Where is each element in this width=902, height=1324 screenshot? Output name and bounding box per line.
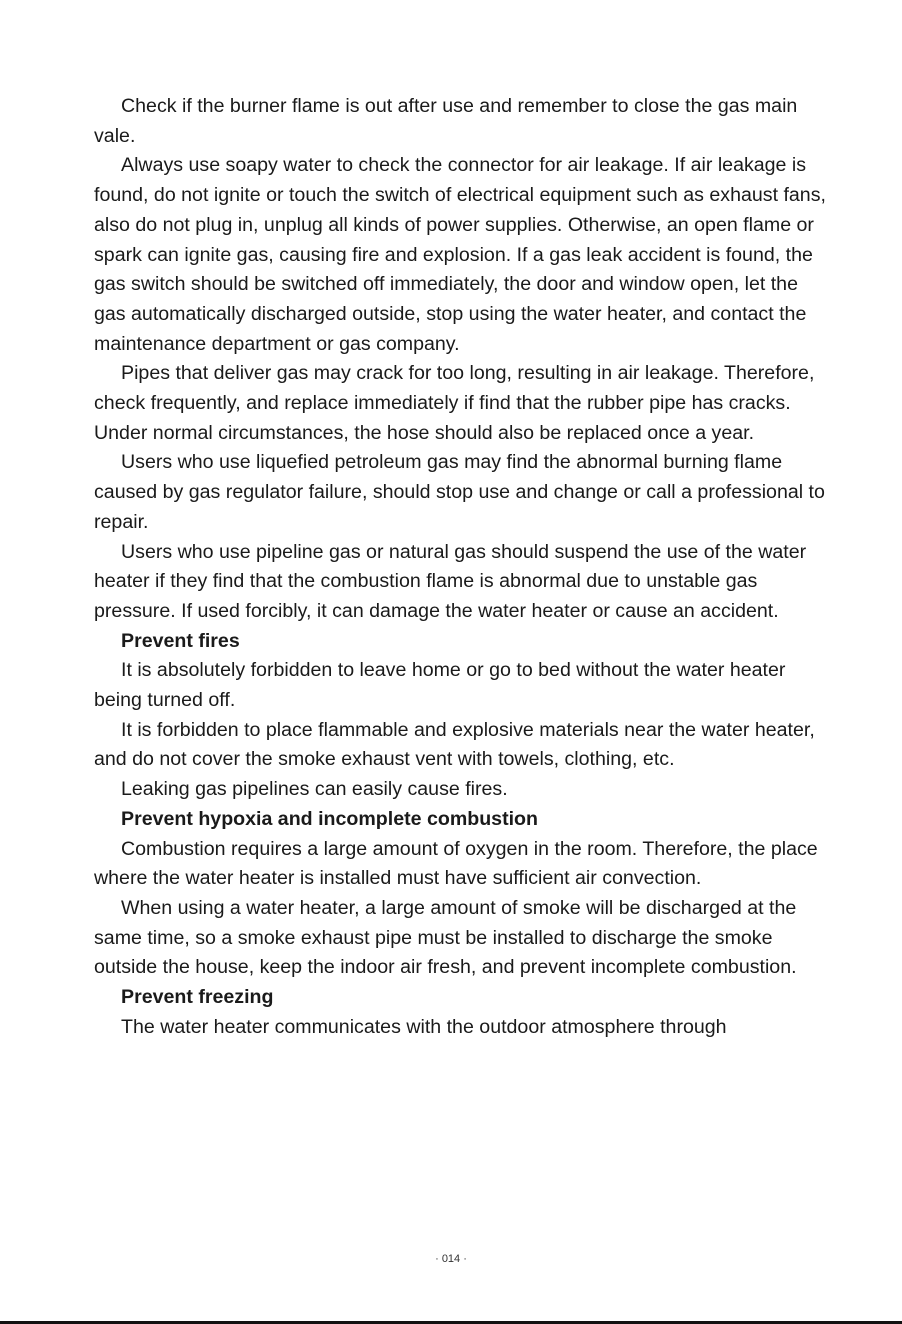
paragraph-leaking-pipelines: Leaking gas pipelines can easily cause fires. <box>121 778 508 801</box>
heading-prevent-hypoxia: Prevent hypoxia and incomplete combustion <box>121 807 538 830</box>
paragraph-flammable-materials: It is forbidden to place flammable and explosive materials near the water heater, and do not cover the smoke exhaust vent with towels, clothing, etc. <box>94 718 815 771</box>
paragraph-pipeline-gas-users: Users who use pipeline gas or natural gas should suspend the use of the water heater if they find that the combustion flame is abnormal due to unstable gas pressure. If used forcibly, it can damage the water heater or cause an accident. <box>94 540 807 622</box>
paragraph-air-leakage-check: Always use soapy water to check the connector for air leakage. If air leakage is found, do not ignite or touch the switch of electrical equipment such as exhaust fans, also do not plug in, unplug all kinds of power supplies. Otherwise, an open flame or spark can ignite gas, causing fire and explosion. If a gas leak accident is found, the gas switch should be switched off immediately, the door and window open, let the gas automatically discharged outside, stop using the water heater, and contact the maintenance department or gas company. <box>94 154 826 355</box>
heading-prevent-freezing: Prevent freezing <box>121 986 274 1009</box>
document-body <box>94 92 834 1043</box>
paragraph-smoke-exhaust: When using a water heater, a large amount of smoke will be discharged at the same time, so a smoke exhaust pipe must be installed to discharge the smoke outside the house, keep the indoor air fresh, and prevent incomplete combustion. <box>94 896 797 979</box>
paragraph-gas-pipes: Pipes that deliver gas may crack for too long, resulting in air leakage. Therefore, check frequently, and replace immediately if find that the rubber pipe has cracks. Under normal circumstances, the hose should also be replaced once a year. <box>94 362 815 444</box>
paragraph-burner-flame: Check if the burner flame is out after use and remember to close the gas main vale. <box>94 95 798 147</box>
paragraph-outdoor-atmosphere: The water heater communicates with the outdoor atmosphere through <box>121 1015 727 1038</box>
paragraph-lpg-users: Users who use liquefied petroleum gas may find the abnormal burning flame caused by gas regulator failure, should stop use and change or call a professional to repair. <box>94 451 825 533</box>
paragraph-leave-home: It is absolutely forbidden to leave home or go to bed without the water heater being turned off. <box>94 659 786 712</box>
page-number: · 014 · <box>435 1253 467 1265</box>
heading-prevent-fires: Prevent fires <box>121 629 240 652</box>
paragraph-combustion-oxygen: Combustion requires a large amount of oxygen in the room. Therefore, the place where the water heater is installed must have sufficient air convection. <box>94 837 818 890</box>
